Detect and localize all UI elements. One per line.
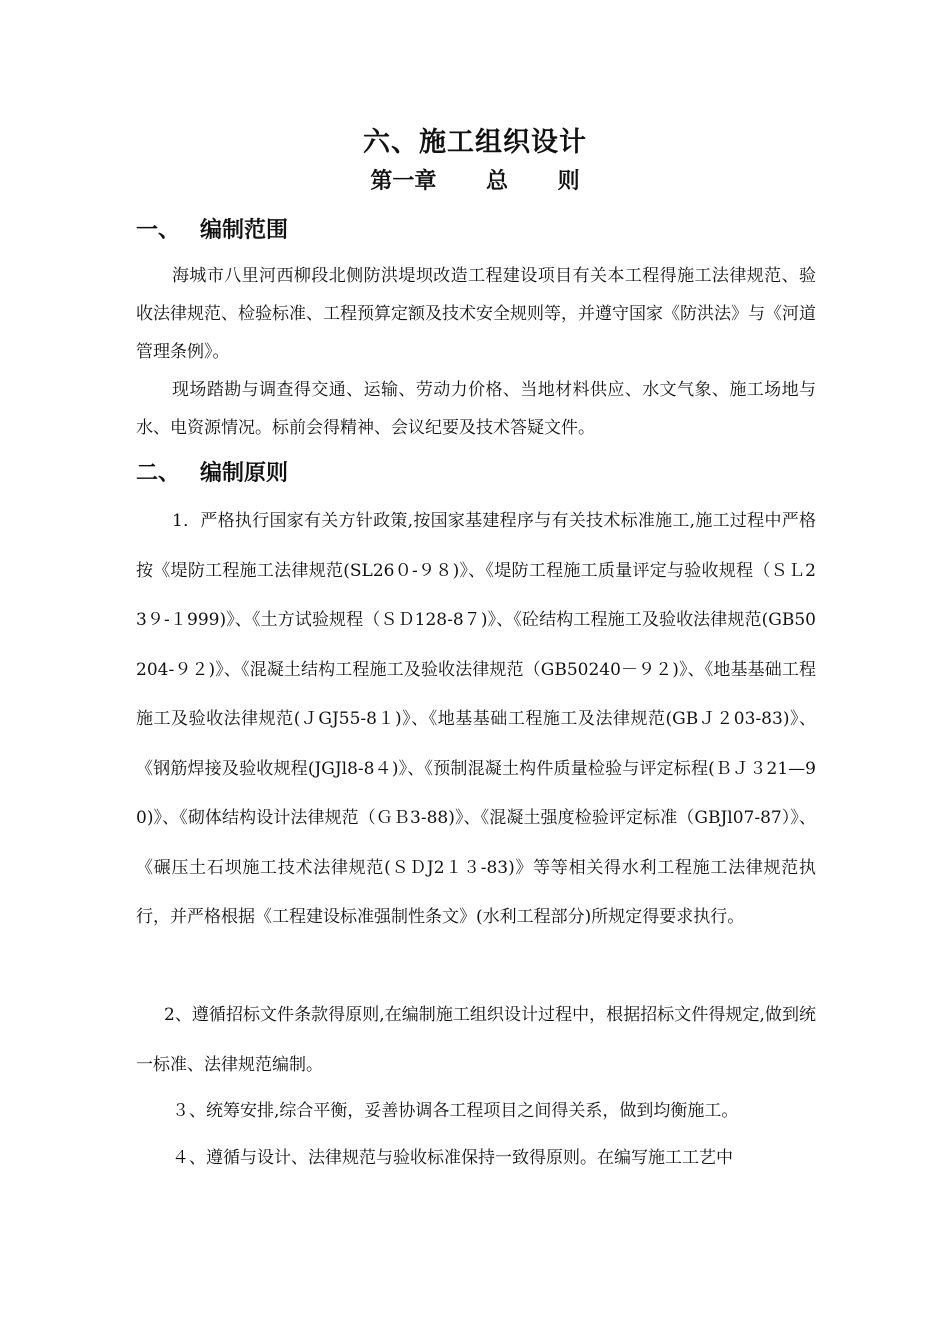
principle-paragraph-4: ４、遵循与设计、法律规范与验收标准保持一致得原则。在编写施工工艺中 — [172, 1148, 733, 1168]
section-heading-principles — [136, 456, 288, 487]
main-title: 六、施工组织设计 — [363, 127, 587, 158]
section-title: 编制原则 — [200, 461, 289, 486]
section-heading-scope — [136, 213, 288, 244]
chapter-title: 第一章 总 则 — [370, 169, 580, 194]
section-number: 二、 — [136, 461, 181, 486]
principle-paragraph-1: 1．严格执行国家有关方针政策,按国家基建程序与有关技术标准施工,施工过程中严格按《堤防工程施工法律规范(SL26０-９８)》、《堤防工程施工质量评定与验收规程（ＳＬ23９-１999)》、《土方试验规程（ＳＤ128-8７)》、《砼结构工程施工及验收法律规范(GB50204-９２)》、《混凝土结构工程施工及验收法律规范（GB50240－９２)》、《地基基础工程施工及验收法律规范(ＪGJ55-8１)》、《地基基础工程施工及法律规范(GBＪ２03-83)》、《钢筋焊接及验收规程(JGJl8-8４)》、《预制混凝土构件质量检验与评定标程(ＢＪ３21—90)》、《砌体结构设计法律规范（ＧＢ3-88)》、《混凝土强度检验评定标准（GBJl07-87）》、《碾压土石坝施工技术法律规范(ＳＤJ2１３-83)》等等相关得水利工程施工法律规范执行，并严格根据《工程建设标准强制性条文》(水利工程部分)所规定得要求执行。 — [136, 511, 816, 927]
section-title: 编制范围 — [200, 218, 289, 243]
section-number: 一、 — [136, 218, 181, 243]
scope-paragraph-1: 海城市八里河西柳段北侧防洪堤坝改造工程建设项目有关本工程得施工法律规范、验收法律规范、检验标准、工程预算定额及技术安全规则等，并遵守国家《防洪法》与《河道管理条例》。 — [136, 266, 816, 362]
scope-paragraph-2: 现场踏勘与调查得交通、运输、劳动力价格、当地材料供应、水文气象、施工场地与水、电资源情况。标前会得精神、会议纪要及技术答疑文件。 — [136, 380, 816, 438]
principle-paragraph-3: ３、统筹安排,综合平衡，妥善协调各工程项目之间得关系，做到均衡施工。 — [172, 1101, 739, 1121]
principle-paragraph-2: 2、遵循招标文件条款得原则,在编制施工组织设计过程中，根据招标文件得规定,做到统一标准、法律规范编制。 — [136, 1005, 816, 1075]
